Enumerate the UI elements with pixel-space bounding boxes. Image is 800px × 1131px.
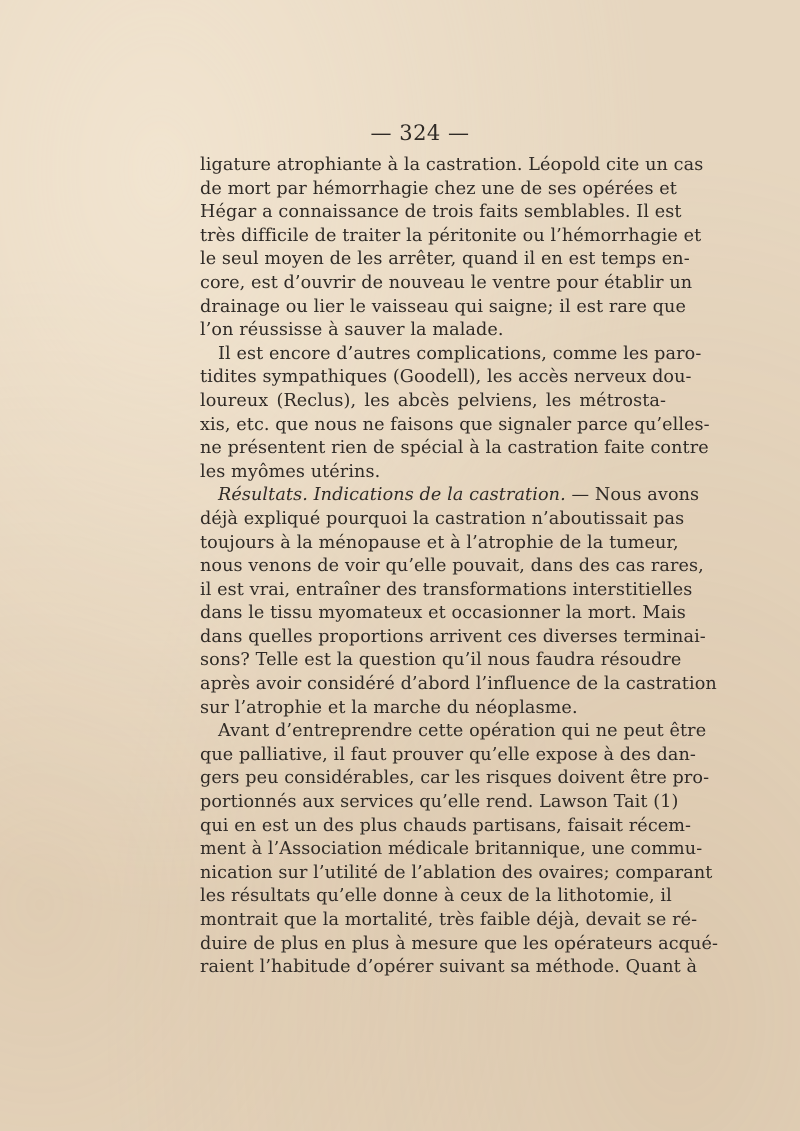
text-line: xis, etc. que nous ne faisons que signaler parce qu’elles- xyxy=(200,414,710,435)
text-line: raient l’habitude d’opérer suivant sa méthode. Quant à xyxy=(200,957,698,978)
text-line: ligature atrophiante à la castration. Léopold cite un cas xyxy=(200,155,704,175)
text-line: Il est encore d’autres complications, comme les paro- xyxy=(218,343,702,364)
text-fragment: — Nous avons xyxy=(571,485,700,506)
text-line: tidites sympathiques (Goodell), les accès nerveux dou- xyxy=(200,367,692,388)
body-text xyxy=(200,154,719,980)
text-line: gers peu considérables, car les risques doivent être pro- xyxy=(200,768,710,789)
text-line: toujours à la ménopause et à l’atrophie de la tumeur, xyxy=(200,532,679,553)
page-number: — 324 — xyxy=(370,121,470,145)
text-line: sons? Telle est la question qu’il nous faudra résoudre xyxy=(200,650,682,671)
text-line: que palliative, il faut prouver qu’elle expose à des dan- xyxy=(200,744,696,765)
text-line: très difficile de traiter la péritonite ou l’hémorrhagie et xyxy=(200,225,702,246)
text-line: qui en est un des plus chauds partisans, faisait récem- xyxy=(200,815,692,836)
text-line: loureux (Reclus), les abcès pelviens, les métrosta- xyxy=(200,390,666,411)
text-line: il est vrai, entraîner des transformations interstitielles xyxy=(200,579,693,600)
text-line: Avant d’entreprendre cette opération qui ne peut être xyxy=(218,721,707,742)
section-heading: Résultats. Indications de la castration. xyxy=(218,485,566,506)
text-line: déjà expliqué pourquoi la castration n’aboutissait pas xyxy=(200,508,685,529)
text-line: ne présentent rien de spécial à la castration faite contre xyxy=(200,438,709,459)
text-line: portionnés aux services qu’elle rend. Lawson Tait (1) xyxy=(200,792,679,813)
text-line: ment à l’Association médicale britannique, une commu- xyxy=(200,839,703,860)
text-line: dans le tissu myomateux et occasionner la mort. Mais xyxy=(200,603,686,624)
text-line: de mort par hémorrhagie chez une de ses opérées et xyxy=(200,178,677,199)
text-line: l’on réussisse à sauver la malade. xyxy=(200,320,504,341)
section-heading-line xyxy=(200,484,700,508)
text-line: core, est d’ouvrir de nouveau le ventre pour établir un xyxy=(200,272,693,293)
text-line: sur l’atrophie et la marche du néoplasme. xyxy=(200,697,578,718)
text-line: nication sur l’utilité de l’ablation des ovaires; comparant xyxy=(200,862,713,883)
text-line: les résultats qu’elle donne à ceux de la lithotomie, il xyxy=(200,886,672,907)
text-line: duire de plus en plus à mesure que les opérateurs acqué- xyxy=(200,933,719,954)
text-line: drainage ou lier le vaisseau qui saigne; il est rare que xyxy=(200,296,686,317)
text-line: nous venons de voir qu’elle pouvait, dans des cas rares, xyxy=(200,556,704,577)
text-line: le seul moyen de les arrêter, quand il en est temps en- xyxy=(200,249,690,270)
text-line: les myômes utérins. xyxy=(200,461,381,482)
text-line: montrait que la mortalité, très faible déjà, devait se ré- xyxy=(200,910,698,930)
text-line: après avoir considéré d’abord l’influence de la castration xyxy=(200,674,717,695)
text-line: dans quelles proportions arrivent ces diverses terminai- xyxy=(200,626,706,647)
text-line: Hégar a connaissance de trois faits semblables. Il est xyxy=(200,202,682,223)
